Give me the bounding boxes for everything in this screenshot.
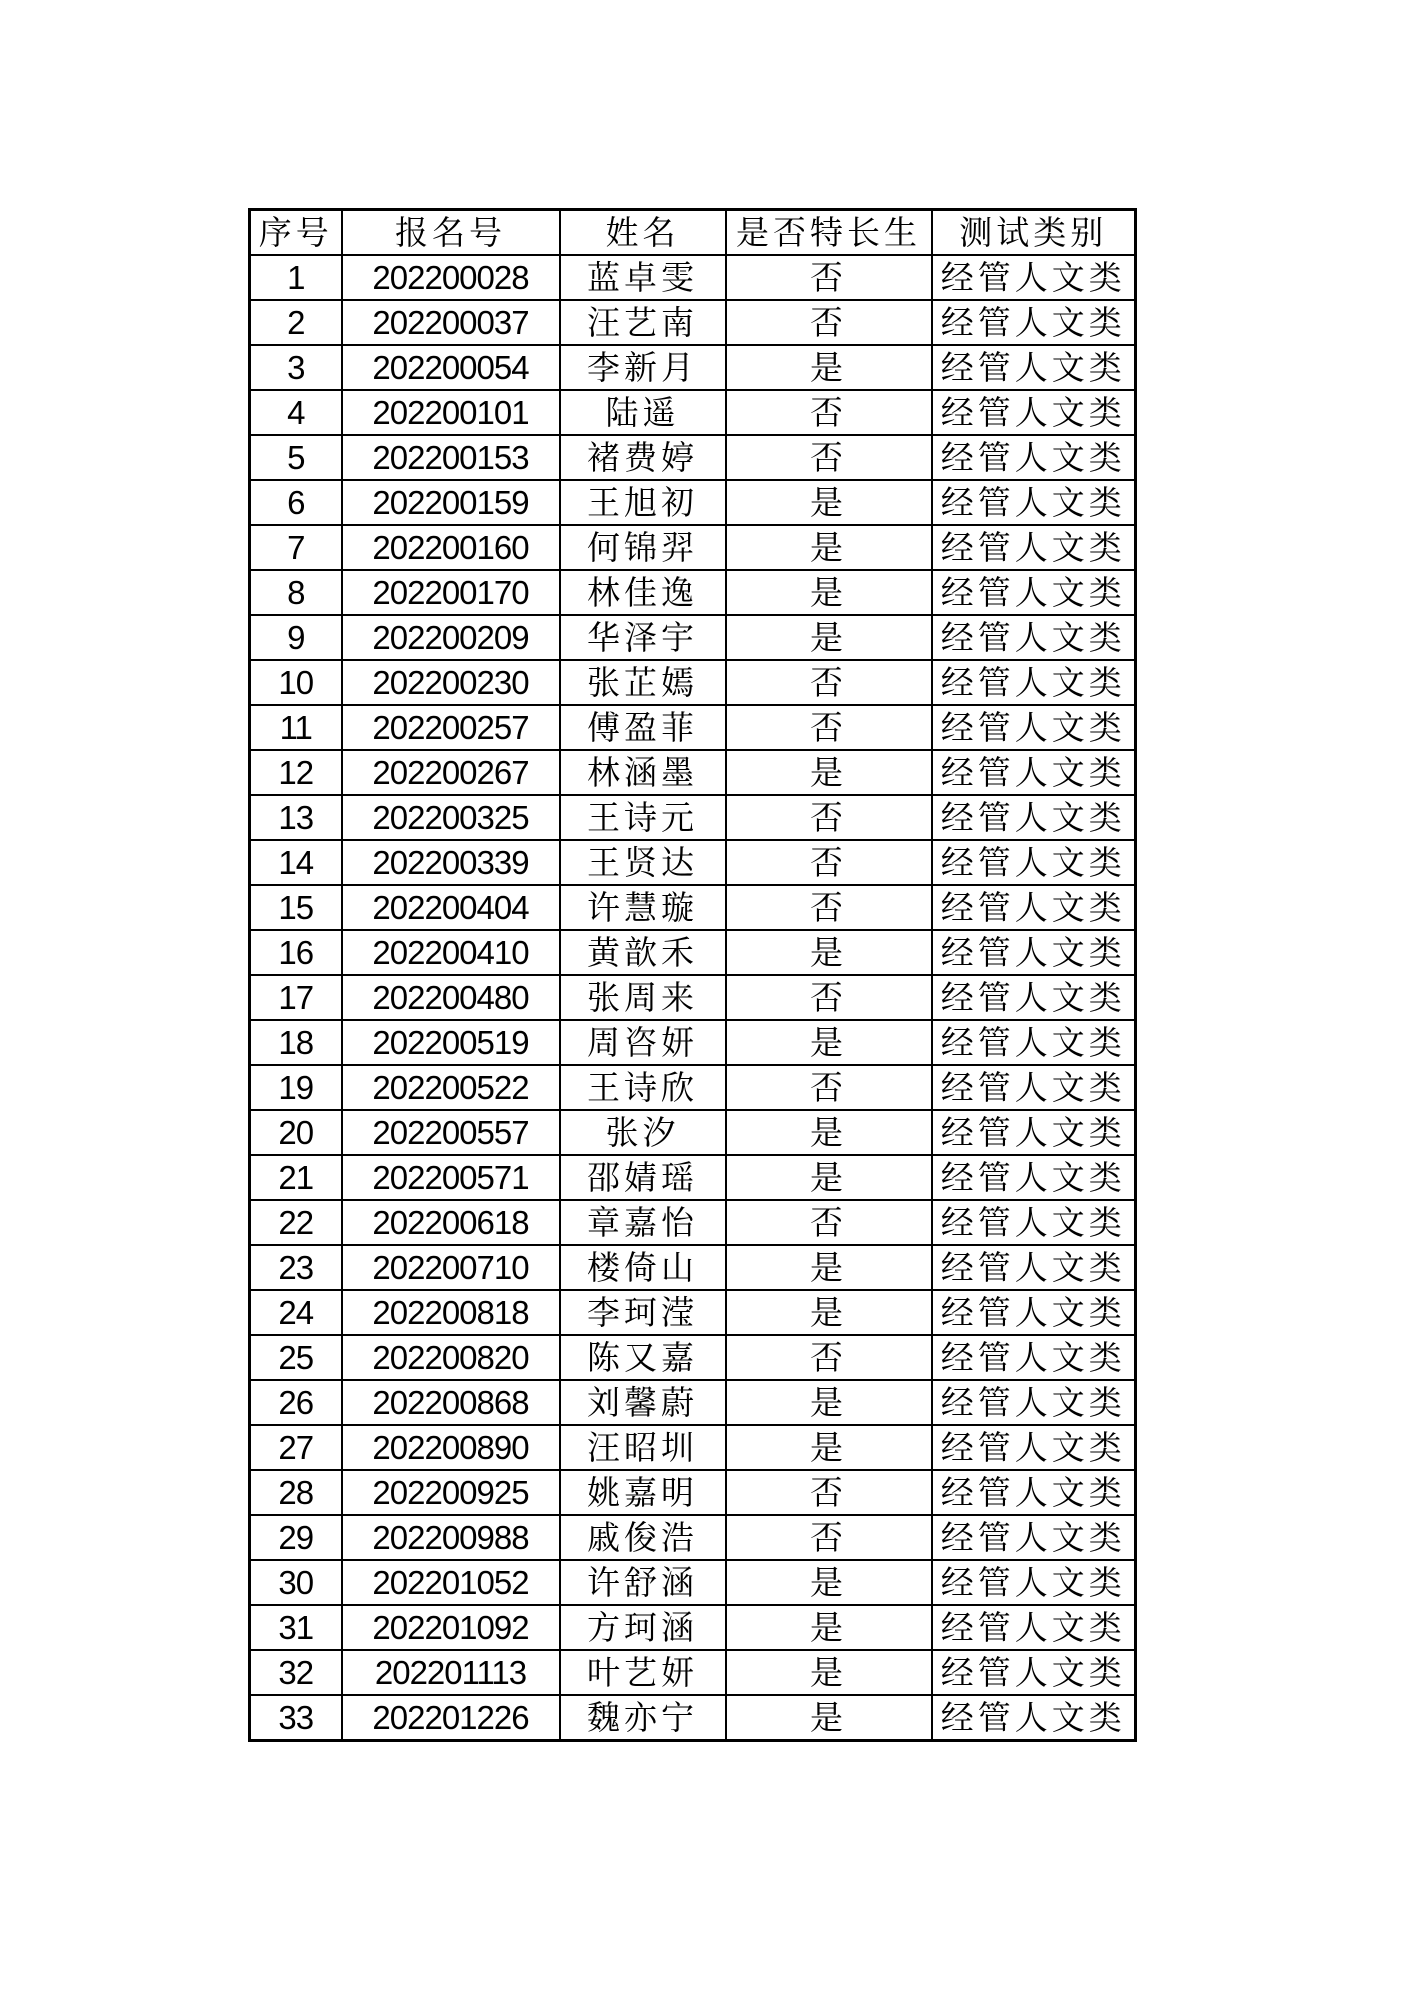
cell-seq: 5 [250,435,342,480]
cell-seq: 10 [250,660,342,705]
table-row [250,840,1136,885]
table-row [250,1470,1136,1515]
cell-is-specialty-student: 否 [726,390,932,435]
header-seq: 序号 [250,210,342,256]
cell-test-category: 经管人文类 [932,1065,1136,1110]
cell-is-specialty-student: 否 [726,1335,932,1380]
cell-seq: 1 [250,255,342,300]
cell-seq: 28 [250,1470,342,1515]
cell-registration-no: 202200618 [342,1200,560,1245]
cell-test-category: 经管人文类 [932,1200,1136,1245]
cell-seq: 23 [250,1245,342,1290]
cell-name: 傅盈菲 [560,705,726,750]
cell-registration-no: 202200159 [342,480,560,525]
cell-test-category: 经管人文类 [932,1695,1136,1741]
table-row [250,1560,1136,1605]
table-row [250,1290,1136,1335]
cell-is-specialty-student: 是 [726,570,932,615]
cell-test-category: 经管人文类 [932,930,1136,975]
cell-is-specialty-student: 是 [726,1425,932,1470]
cell-registration-no: 202200257 [342,705,560,750]
cell-test-category: 经管人文类 [932,1605,1136,1650]
cell-name: 李珂滢 [560,1290,726,1335]
cell-test-category: 经管人文类 [932,1110,1136,1155]
table-row [250,570,1136,615]
table-row [250,1335,1136,1380]
cell-registration-no: 202200170 [342,570,560,615]
cell-name: 章嘉怡 [560,1200,726,1245]
cell-test-category: 经管人文类 [932,390,1136,435]
cell-seq: 7 [250,525,342,570]
cell-registration-no: 202200153 [342,435,560,480]
table-row [250,930,1136,975]
cell-is-specialty-student: 否 [726,1515,932,1560]
table-row [250,525,1136,570]
cell-seq: 2 [250,300,342,345]
cell-name: 汪艺南 [560,300,726,345]
cell-name: 魏亦宁 [560,1695,726,1741]
cell-is-specialty-student: 否 [726,660,932,705]
table-row [250,1425,1136,1470]
cell-name: 王贤达 [560,840,726,885]
cell-name: 戚俊浩 [560,1515,726,1560]
cell-test-category: 经管人文类 [932,345,1136,390]
cell-seq: 32 [250,1650,342,1695]
cell-seq: 6 [250,480,342,525]
cell-registration-no: 202200339 [342,840,560,885]
cell-seq: 25 [250,1335,342,1380]
cell-test-category: 经管人文类 [932,1020,1136,1065]
header-test-category: 测试类别 [932,210,1136,256]
cell-registration-no: 202200028 [342,255,560,300]
cell-is-specialty-student: 否 [726,1065,932,1110]
cell-test-category: 经管人文类 [932,1650,1136,1695]
cell-seq: 20 [250,1110,342,1155]
table-row [250,300,1136,345]
cell-registration-no: 202200267 [342,750,560,795]
cell-is-specialty-student: 是 [726,1560,932,1605]
cell-name: 陈又嘉 [560,1335,726,1380]
table-row [250,615,1136,660]
cell-seq: 24 [250,1290,342,1335]
cell-test-category: 经管人文类 [932,1515,1136,1560]
cell-seq: 9 [250,615,342,660]
cell-test-category: 经管人文类 [932,1290,1136,1335]
cell-registration-no: 202200037 [342,300,560,345]
cell-seq: 4 [250,390,342,435]
cell-is-specialty-student: 否 [726,435,932,480]
cell-is-specialty-student: 否 [726,300,932,345]
cell-seq: 31 [250,1605,342,1650]
cell-name: 周咨妍 [560,1020,726,1065]
cell-registration-no: 202200230 [342,660,560,705]
cell-name: 张芷嫣 [560,660,726,705]
cell-registration-no: 202200925 [342,1470,560,1515]
cell-registration-no: 202200571 [342,1155,560,1200]
cell-registration-no: 202200209 [342,615,560,660]
cell-seq: 14 [250,840,342,885]
cell-is-specialty-student: 是 [726,930,932,975]
cell-name: 林涵墨 [560,750,726,795]
table-row [250,975,1136,1020]
table-row [250,1155,1136,1200]
cell-test-category: 经管人文类 [932,660,1136,705]
cell-seq: 33 [250,1695,342,1741]
cell-name: 叶艺妍 [560,1650,726,1695]
cell-seq: 17 [250,975,342,1020]
cell-test-category: 经管人文类 [932,300,1136,345]
table-row [250,435,1136,480]
cell-registration-no: 202200160 [342,525,560,570]
cell-name: 黄歆禾 [560,930,726,975]
cell-seq: 15 [250,885,342,930]
cell-registration-no: 202200410 [342,930,560,975]
cell-is-specialty-student: 是 [726,480,932,525]
cell-seq: 8 [250,570,342,615]
header-row [250,210,1136,256]
cell-registration-no: 202200325 [342,795,560,840]
cell-is-specialty-student: 是 [726,1155,932,1200]
cell-registration-no: 202200710 [342,1245,560,1290]
cell-is-specialty-student: 是 [726,525,932,570]
cell-test-category: 经管人文类 [932,1425,1136,1470]
cell-registration-no: 202200868 [342,1380,560,1425]
cell-name: 蓝卓雯 [560,255,726,300]
cell-name: 褚费婷 [560,435,726,480]
table-row [250,1605,1136,1650]
cell-is-specialty-student: 否 [726,840,932,885]
cell-test-category: 经管人文类 [932,615,1136,660]
cell-seq: 19 [250,1065,342,1110]
cell-registration-no: 202200054 [342,345,560,390]
cell-registration-no: 202200890 [342,1425,560,1470]
cell-registration-no: 202201052 [342,1560,560,1605]
cell-registration-no: 202200101 [342,390,560,435]
cell-name: 姚嘉明 [560,1470,726,1515]
cell-name: 华泽宇 [560,615,726,660]
table-row [250,1110,1136,1155]
cell-is-specialty-student: 是 [726,750,932,795]
cell-registration-no: 202200988 [342,1515,560,1560]
cell-name: 汪昭圳 [560,1425,726,1470]
cell-name: 王旭初 [560,480,726,525]
table-row [250,1515,1136,1560]
table-row [250,480,1136,525]
table-row [250,1200,1136,1245]
cell-test-category: 经管人文类 [932,795,1136,840]
table-row [250,1020,1136,1065]
cell-name: 刘馨蔚 [560,1380,726,1425]
cell-name: 方珂涵 [560,1605,726,1650]
cell-is-specialty-student: 否 [726,1200,932,1245]
cell-is-specialty-student: 是 [726,1605,932,1650]
cell-is-specialty-student: 否 [726,975,932,1020]
cell-is-specialty-student: 否 [726,255,932,300]
cell-name: 王诗欣 [560,1065,726,1110]
cell-is-specialty-student: 是 [726,1290,932,1335]
cell-name: 陆遥 [560,390,726,435]
cell-seq: 22 [250,1200,342,1245]
cell-name: 张周来 [560,975,726,1020]
cell-test-category: 经管人文类 [932,480,1136,525]
table-row [250,390,1136,435]
cell-seq: 21 [250,1155,342,1200]
table-row [250,795,1136,840]
cell-is-specialty-student: 是 [726,1695,932,1741]
cell-test-category: 经管人文类 [932,570,1136,615]
cell-registration-no: 202201226 [342,1695,560,1741]
cell-seq: 16 [250,930,342,975]
cell-name: 许慧璇 [560,885,726,930]
cell-test-category: 经管人文类 [932,885,1136,930]
table-row [250,885,1136,930]
cell-test-category: 经管人文类 [932,1380,1136,1425]
cell-is-specialty-student: 是 [726,1110,932,1155]
cell-name: 邵婧瑶 [560,1155,726,1200]
cell-registration-no: 202201113 [342,1650,560,1695]
cell-name: 李新月 [560,345,726,390]
cell-test-category: 经管人文类 [932,1155,1136,1200]
cell-registration-no: 202201092 [342,1605,560,1650]
table-body [250,255,1136,1741]
cell-seq: 29 [250,1515,342,1560]
cell-is-specialty-student: 是 [726,1245,932,1290]
cell-seq: 27 [250,1425,342,1470]
cell-test-category: 经管人文类 [932,1560,1136,1605]
cell-registration-no: 202200820 [342,1335,560,1380]
cell-is-specialty-student: 否 [726,705,932,750]
header-registration-no: 报名号 [342,210,560,256]
cell-test-category: 经管人文类 [932,705,1136,750]
cell-test-category: 经管人文类 [932,525,1136,570]
cell-registration-no: 202200480 [342,975,560,1020]
cell-test-category: 经管人文类 [932,1335,1136,1380]
cell-seq: 3 [250,345,342,390]
cell-is-specialty-student: 否 [726,795,932,840]
cell-is-specialty-student: 是 [726,1020,932,1065]
cell-seq: 18 [250,1020,342,1065]
cell-seq: 30 [250,1560,342,1605]
cell-is-specialty-student: 是 [726,1650,932,1695]
cell-registration-no: 202200522 [342,1065,560,1110]
table-row [250,705,1136,750]
cell-is-specialty-student: 是 [726,1380,932,1425]
table-row [250,1695,1136,1741]
cell-test-category: 经管人文类 [932,975,1136,1020]
table-row [250,1245,1136,1290]
cell-seq: 26 [250,1380,342,1425]
header-is-specialty-student: 是否特长生 [726,210,932,256]
cell-name: 许舒涵 [560,1560,726,1605]
table-row [250,1065,1136,1110]
cell-test-category: 经管人文类 [932,255,1136,300]
cell-test-category: 经管人文类 [932,750,1136,795]
cell-test-category: 经管人文类 [932,1470,1136,1515]
table-row [250,750,1136,795]
cell-seq: 11 [250,705,342,750]
table-row [250,1650,1136,1695]
cell-test-category: 经管人文类 [932,1245,1136,1290]
table-row [250,345,1136,390]
cell-name: 何锦羿 [560,525,726,570]
cell-test-category: 经管人文类 [932,435,1136,480]
cell-registration-no: 202200557 [342,1110,560,1155]
table-row [250,1380,1136,1425]
cell-is-specialty-student: 否 [726,1470,932,1515]
table-row [250,660,1136,705]
student-list-table [248,208,1137,1742]
cell-registration-no: 202200404 [342,885,560,930]
cell-is-specialty-student: 否 [726,885,932,930]
cell-is-specialty-student: 是 [726,615,932,660]
cell-registration-no: 202200818 [342,1290,560,1335]
cell-test-category: 经管人文类 [932,840,1136,885]
cell-is-specialty-student: 是 [726,345,932,390]
cell-registration-no: 202200519 [342,1020,560,1065]
header-name: 姓名 [560,210,726,256]
cell-name: 张汐 [560,1110,726,1155]
cell-name: 林佳逸 [560,570,726,615]
cell-name: 楼倚山 [560,1245,726,1290]
table-row [250,255,1136,300]
cell-name: 王诗元 [560,795,726,840]
cell-seq: 13 [250,795,342,840]
cell-seq: 12 [250,750,342,795]
